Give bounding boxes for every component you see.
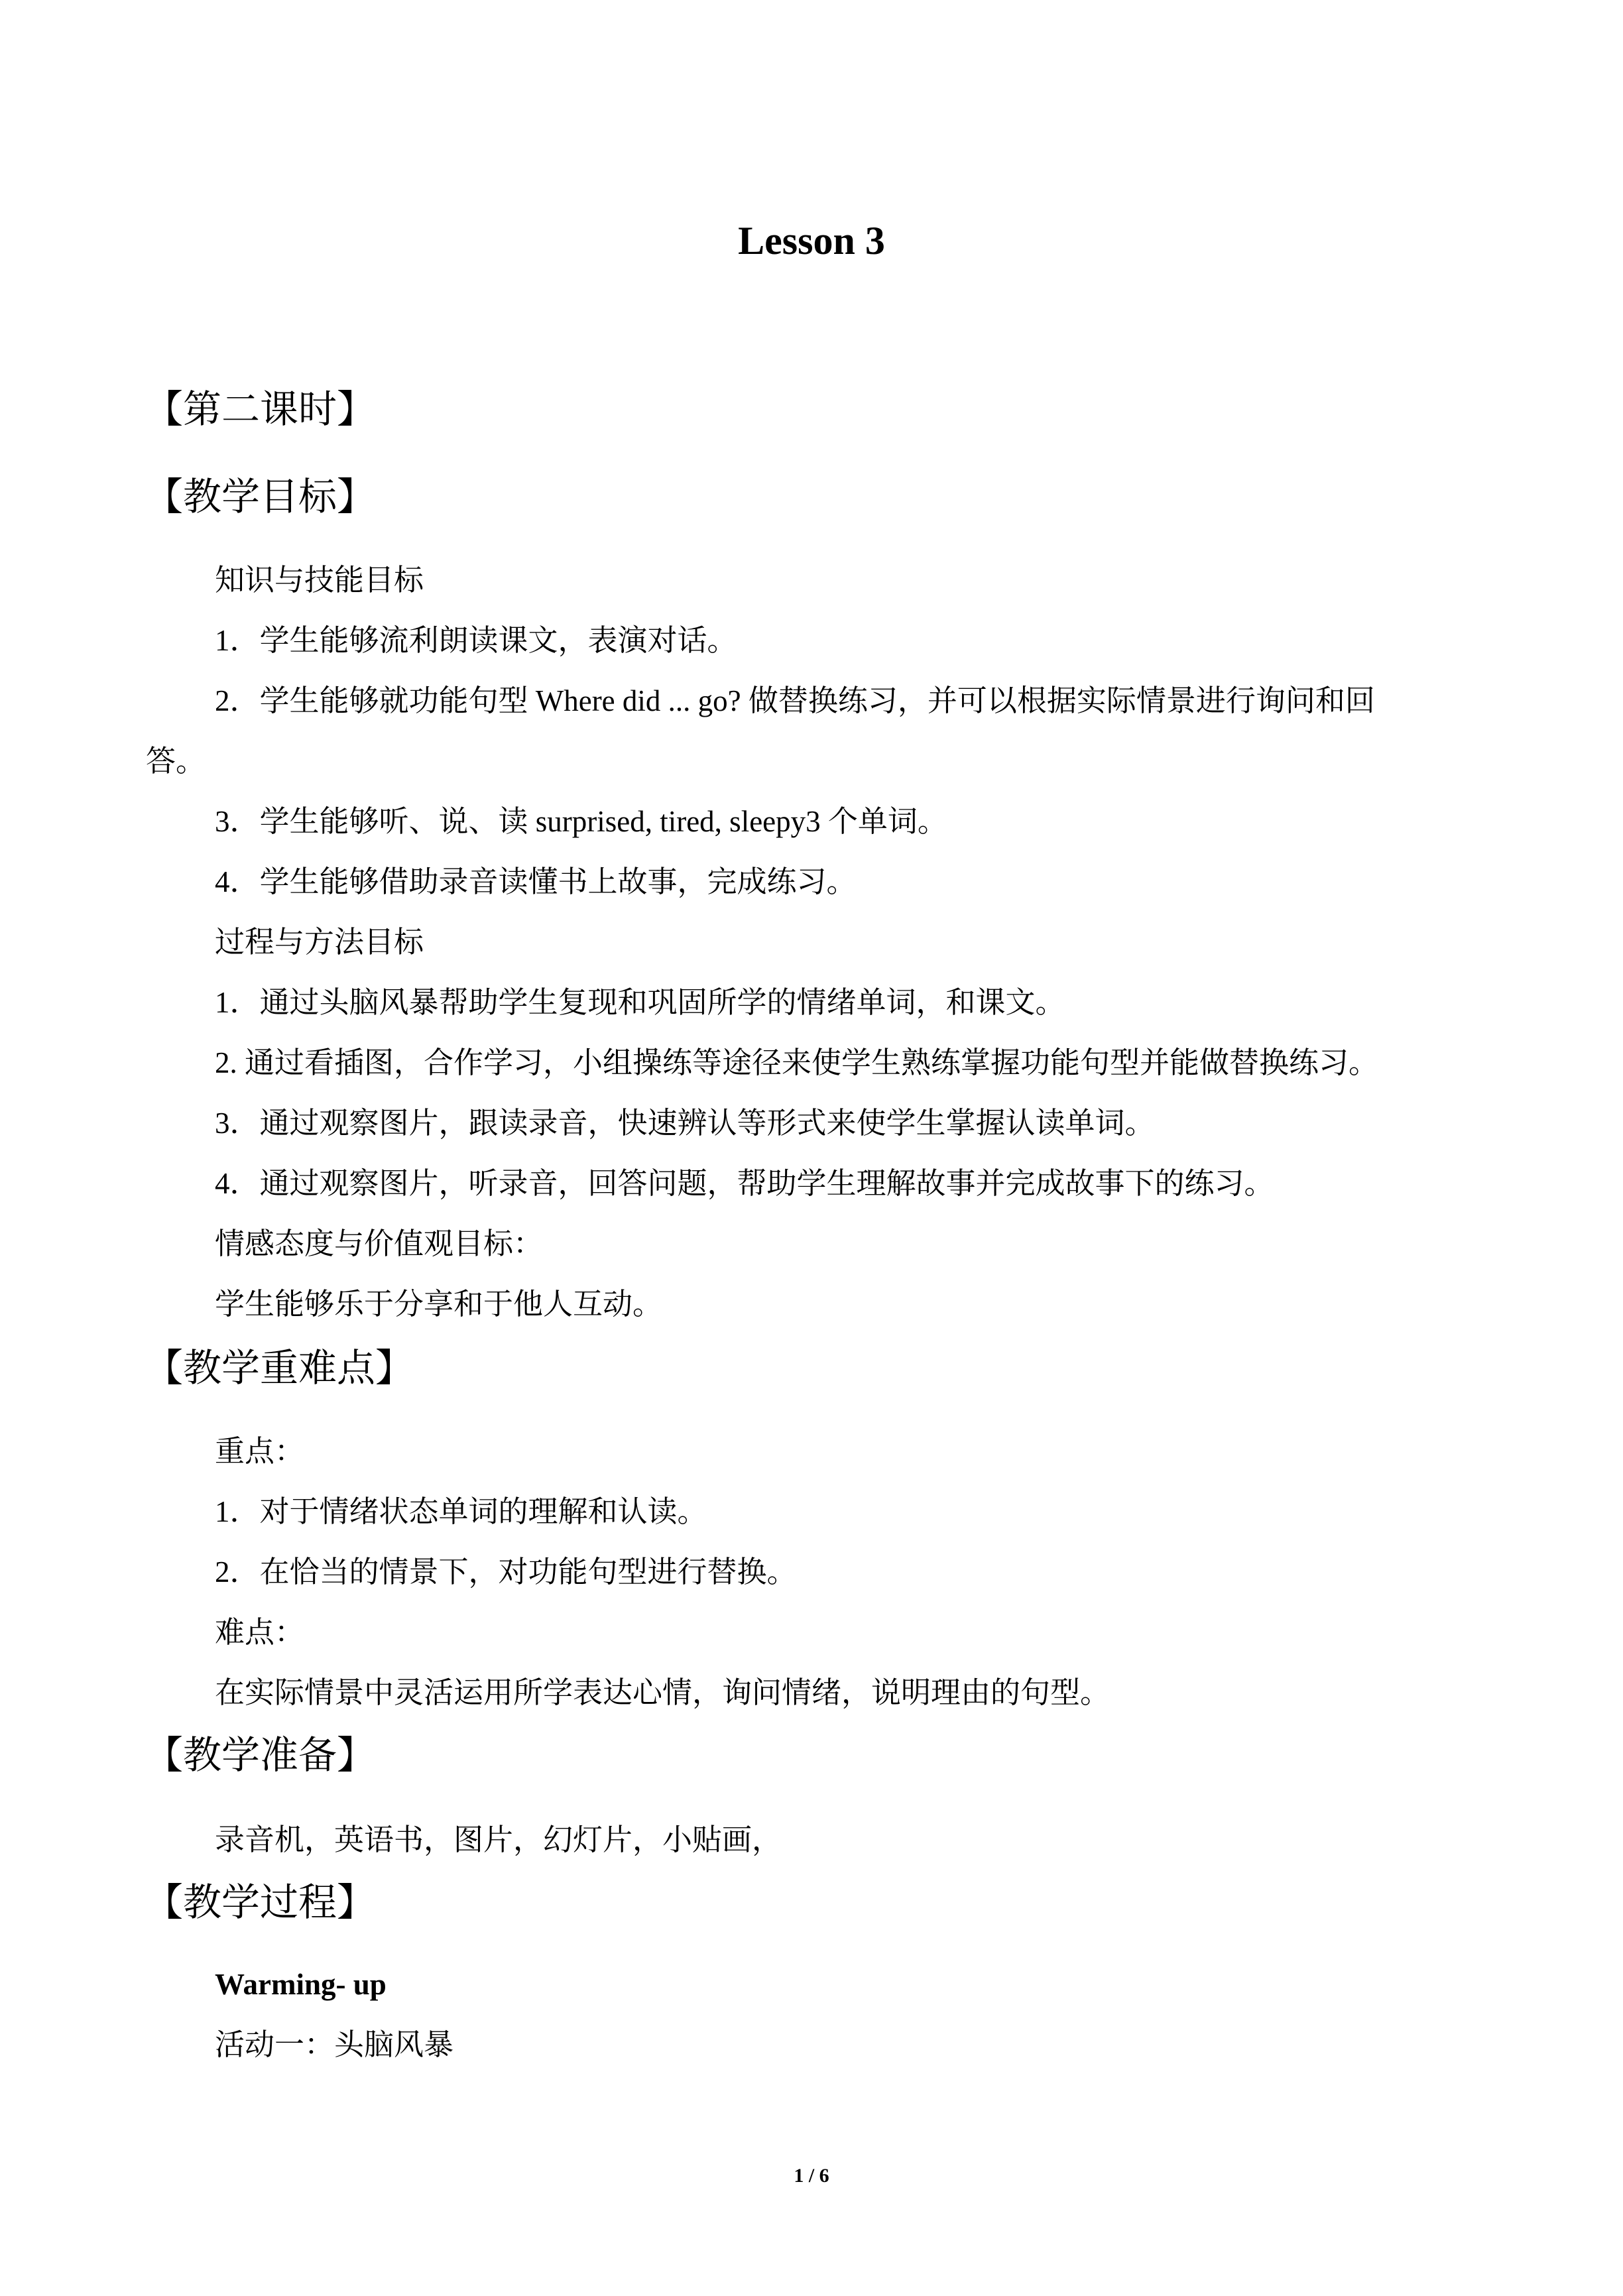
process-title: 过程与方法目标 [215, 926, 424, 959]
page-title: Lesson 3 [738, 219, 885, 263]
page-number: 1 / 6 [794, 2165, 829, 2187]
process-item-3: 3．通过观察图片，跟读录音，快速辨认等形式来使学生掌握认读单词。 [215, 1107, 1155, 1140]
activity-1-label: 活动一：头脑风暴 [215, 2028, 454, 2061]
emotion-item: 学生能够乐于分享和于他人互动。 [215, 1288, 663, 1321]
process-item-1: 1．通过头脑风暴帮助学生复现和巩固所学的情绪单词，和课文。 [215, 986, 1065, 1019]
teaching-process-heading: 【教学过程】 [145, 1881, 376, 1924]
emotion-title: 情感态度与价值观目标： [215, 1227, 544, 1260]
difficult-item: 在实际情景中灵活运用所学表达心情，询问情绪，说明理由的句型。 [215, 1676, 1111, 1709]
key-item-1: 1．对于情绪状态单词的理解和认读。 [215, 1495, 707, 1528]
knowledge-item-1: 1．学生能够流利朗读课文，表演对话。 [215, 624, 737, 657]
key-points-heading: 【教学重难点】 [145, 1347, 414, 1390]
knowledge-item-2: 2．学生能够就功能句型 Where did ... go? 做替换练习，并可以根据实际情景进行询问和回 [215, 684, 1375, 717]
process-item-4: 4．通过观察图片，听录音，回答问题，帮助学生理解故事并完成故事下的练习。 [215, 1167, 1274, 1200]
preparation-heading: 【教学准备】 [145, 1734, 376, 1777]
warmup-label: Warming- up [215, 1968, 387, 2001]
objectives-heading: 【教学目标】 [145, 475, 376, 518]
period-heading: 【第二课时】 [145, 388, 376, 431]
preparation-item: 录音机，英语书，图片，幻灯片，小贴画， [215, 1823, 782, 1856]
process-item-2: 2. 通过看插图，合作学习，小组操练等途径来使学生熟练掌握功能句型并能做替换练习。 [215, 1046, 1379, 1079]
knowledge-item-2-continued: 答。 [146, 745, 206, 778]
key-item-2: 2．在恰当的情景下，对功能句型进行替换。 [215, 1555, 797, 1589]
knowledge-item-3: 3．学生能够听、说、读 surprised, tired, sleepy3 个单词。 [215, 805, 947, 838]
knowledge-item-4: 4．学生能够借助录音读懂书上故事，完成练习。 [215, 865, 857, 898]
difficult-title: 难点： [215, 1616, 305, 1649]
knowledge-title: 知识与技能目标 [215, 564, 424, 597]
key-title: 重点： [215, 1435, 305, 1468]
